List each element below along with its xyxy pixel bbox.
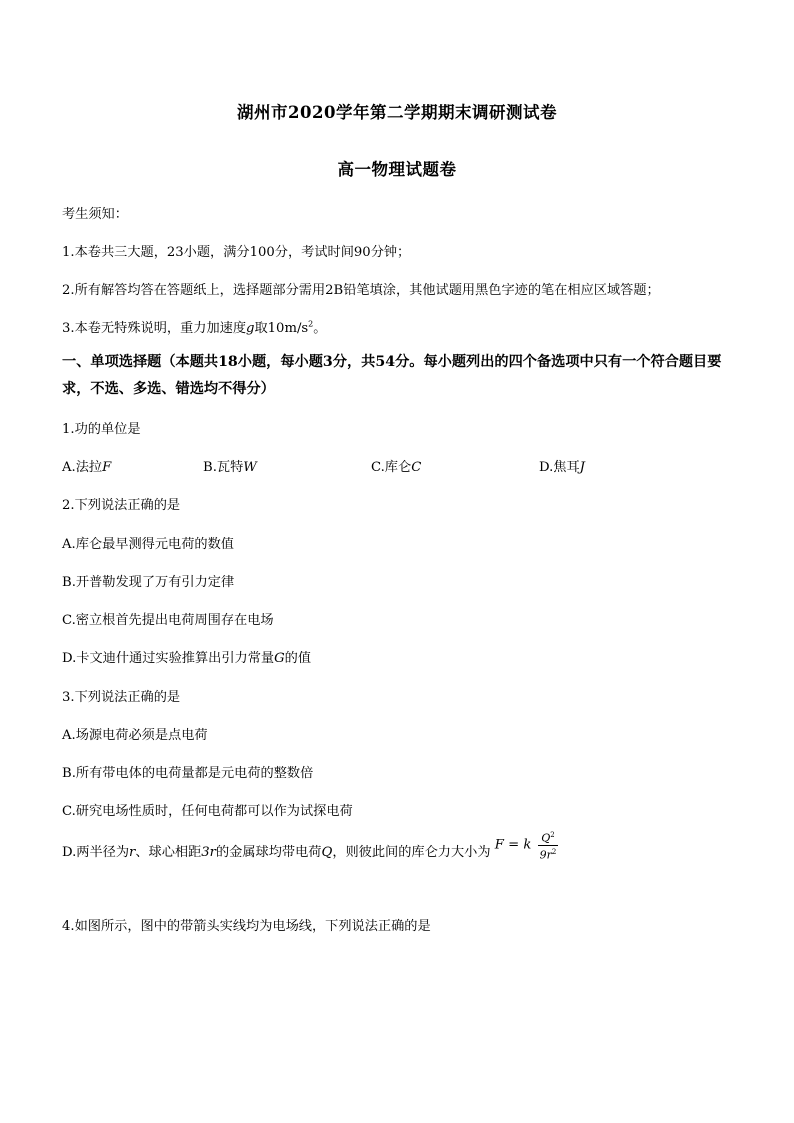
q3-d-pre: D.两半径为 <box>62 845 130 860</box>
notice-item-3-text: 3.本卷无特殊说明，重力加速度 <box>62 321 247 336</box>
formula-num-q: Q <box>541 832 551 845</box>
q3-option-c: C.研究电场性质时，任何电荷都可以作为试探电荷 <box>62 804 353 819</box>
q2-option-d <box>62 647 311 666</box>
notice-item-2: 2.所有解答均答在答题纸上，选择题部分需用2B铅笔填涂，其他试题用黑色字迹的笔在相应区域答题； <box>62 283 660 298</box>
q2-stem: 2.下列说法正确的是 <box>62 498 181 513</box>
q1-option-b <box>203 456 257 475</box>
formula-lhs: F <box>494 838 504 853</box>
formula-numerator <box>538 829 559 845</box>
q1-option-a <box>62 456 111 475</box>
formula-num-exp: 2 <box>550 831 555 840</box>
section-1-heading: 一、单项选择题（本题共18小题，每小题3分，共54分。每小题列出的四个备选项中只有一个符合题目要求，不选、多选、错选均不得分） <box>62 354 722 397</box>
q3-d-mid1: 、球心相距 <box>135 845 202 860</box>
formula-k: k <box>523 838 532 853</box>
q3-d-3r: 3r <box>201 845 216 860</box>
q3-option-a: A.场源电荷必须是点电荷 <box>62 728 208 743</box>
g-end: 。 <box>313 321 327 336</box>
notice-item-3 <box>62 317 326 336</box>
q1-option-b-sym: W <box>243 460 257 475</box>
q1-option-c-sym: C <box>411 460 422 475</box>
q1-option-d-sym: J <box>579 460 585 475</box>
q3-d-mid3: ，则彼此间的库仑力大小为 <box>332 845 491 860</box>
coulomb-formula <box>495 829 559 861</box>
notice-item-1: 1.本卷共三大题，23小题，满分100分，考试时间90分钟； <box>62 245 411 260</box>
q1-option-d <box>539 456 585 475</box>
formula-eq: = <box>508 838 520 853</box>
formula-fraction <box>538 829 559 861</box>
q2-option-d-post: 的值 <box>284 651 312 666</box>
q3-option-d <box>62 831 558 862</box>
q2-option-d-pre: D.卡文迪什通过实验推算出引力常量 <box>62 651 275 666</box>
q1-option-c-text: C.库仑 <box>371 460 412 475</box>
notice-heading: 考生须知： <box>62 207 128 222</box>
q1-option-d-text: D.焦耳 <box>539 460 580 475</box>
formula-den-exp: 2 <box>551 848 557 856</box>
exam-title: 湖州市2020学年第二学期期末调研测试卷 <box>237 103 557 122</box>
q2-option-a: A.库仑最早测得元电荷的数值 <box>62 537 234 552</box>
q1-stem: 1.功的单位是 <box>62 422 141 437</box>
q1-option-b-text: B.瓦特 <box>203 460 244 475</box>
q4-stem: 4.如图所示，图中的带箭头实线均为电场线，下列说法正确的是 <box>62 919 431 934</box>
q1-option-c <box>371 456 421 475</box>
q3-d-q: Q <box>321 845 333 860</box>
q2-option-c: C.密立根首先提出电荷周围存在电场 <box>62 613 274 628</box>
g-symbol: g <box>246 321 255 336</box>
q2-option-b: B.开普勒发现了万有引力定律 <box>62 575 235 590</box>
q1-option-a-text: A.法拉 <box>62 460 103 475</box>
q2-option-d-sym: G <box>274 651 285 666</box>
exam-subtitle: 高一物理试题卷 <box>337 160 457 179</box>
q1-option-a-sym: F <box>102 460 112 475</box>
q3-d-r: r <box>129 845 136 860</box>
g-value: 取10m/s <box>254 321 309 336</box>
q3-d-mid2: 的金属球均带电荷 <box>216 845 322 860</box>
g-exponent: 2 <box>308 319 314 329</box>
formula-den-9r: 9r <box>539 848 552 862</box>
formula-denominator <box>538 846 559 862</box>
q3-option-b: B.所有带电体的电荷量都是元电荷的整数倍 <box>62 766 314 781</box>
q3-stem: 3.下列说法正确的是 <box>62 690 181 705</box>
